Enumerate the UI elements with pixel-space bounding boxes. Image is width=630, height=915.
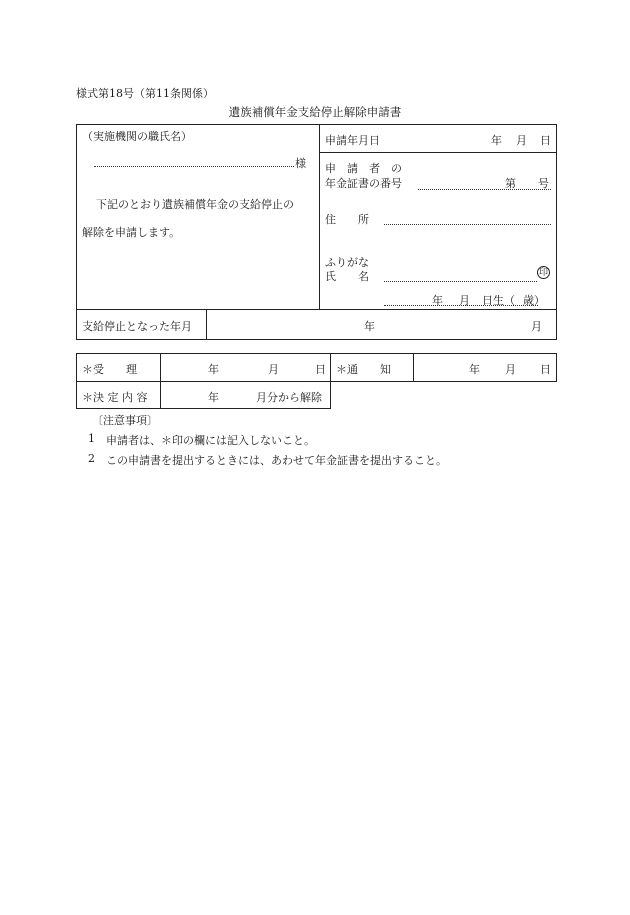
org-name-line[interactable] [94,166,294,167]
address-field[interactable] [384,224,551,225]
birth-month: 月 [459,294,470,307]
receipt-label-text: ＊受 理 [82,363,137,376]
note-item-text: 申請者は、＊印の欄には記入しないこと。 [106,434,315,447]
decision-label: ＊決 定 内 容 [82,391,148,404]
notice-year: 年 [469,363,480,376]
date-day: 日 [540,134,551,147]
form-title: 遺族補償年金支給停止解除申請書 [228,105,402,119]
name-field[interactable] [384,281,537,282]
notice-label-divider [413,353,414,382]
birth-year: 年 [432,294,443,307]
decision-text: 月分から解除 [256,391,322,404]
receipt-year: 年 [208,363,219,376]
body-text-line-2: 解除を申請します。 [82,226,181,239]
cert-label-line-2: 年金証書の番号 [325,177,402,190]
cert-go: 号 [538,177,549,190]
cert-number-field[interactable] [418,189,551,190]
org-label: （実施機関の職氏名） [82,130,192,143]
stop-year: 年 [364,320,375,333]
cert-label-line-1: 申 請 者 の [325,162,402,175]
cert-dai: 第 [505,177,516,190]
decision-year: 年 [208,391,219,404]
stop-label: 支給停止となった年月 [82,320,192,333]
date-label: 申請年月日 [325,134,380,147]
name-label: 氏 名 [325,270,369,283]
address-label: 住 所 [325,213,369,226]
notes-heading: 〔注意事項〕 [92,414,158,427]
receipt-month: 月 [268,363,279,376]
note-item-number: 2 [88,452,95,465]
date-month: 月 [516,134,527,147]
furigana-label: ふりがな [325,256,369,269]
note-item-text: この申請書を提出するときには、あわせて年金証書を提出すること。 [106,454,447,467]
birth-age: 歳） [523,294,545,307]
receipt-label [82,361,154,377]
date-year: 年 [491,134,502,147]
form-number: 様式第18号（第11条関係） [76,87,214,100]
notice-label: ＊通 知 [336,363,391,376]
birth-day: 日生（ [482,294,515,307]
office-middle-divider [330,353,331,382]
notice-day: 日 [540,363,551,376]
receipt-day: 日 [315,363,326,376]
seal-icon: 印 [538,268,548,278]
date-row-divider [319,152,557,153]
office-label-divider [160,353,161,409]
body-text-line-1: 下記のとおり遺族補償年金の支給停止の [96,198,294,211]
stop-row-divider [206,309,207,340]
sama-label: 様 [295,157,306,170]
row-divider [76,309,557,310]
note-item-number: 1 [88,432,95,445]
stop-month: 月 [531,320,542,333]
notice-month: 月 [505,363,516,376]
